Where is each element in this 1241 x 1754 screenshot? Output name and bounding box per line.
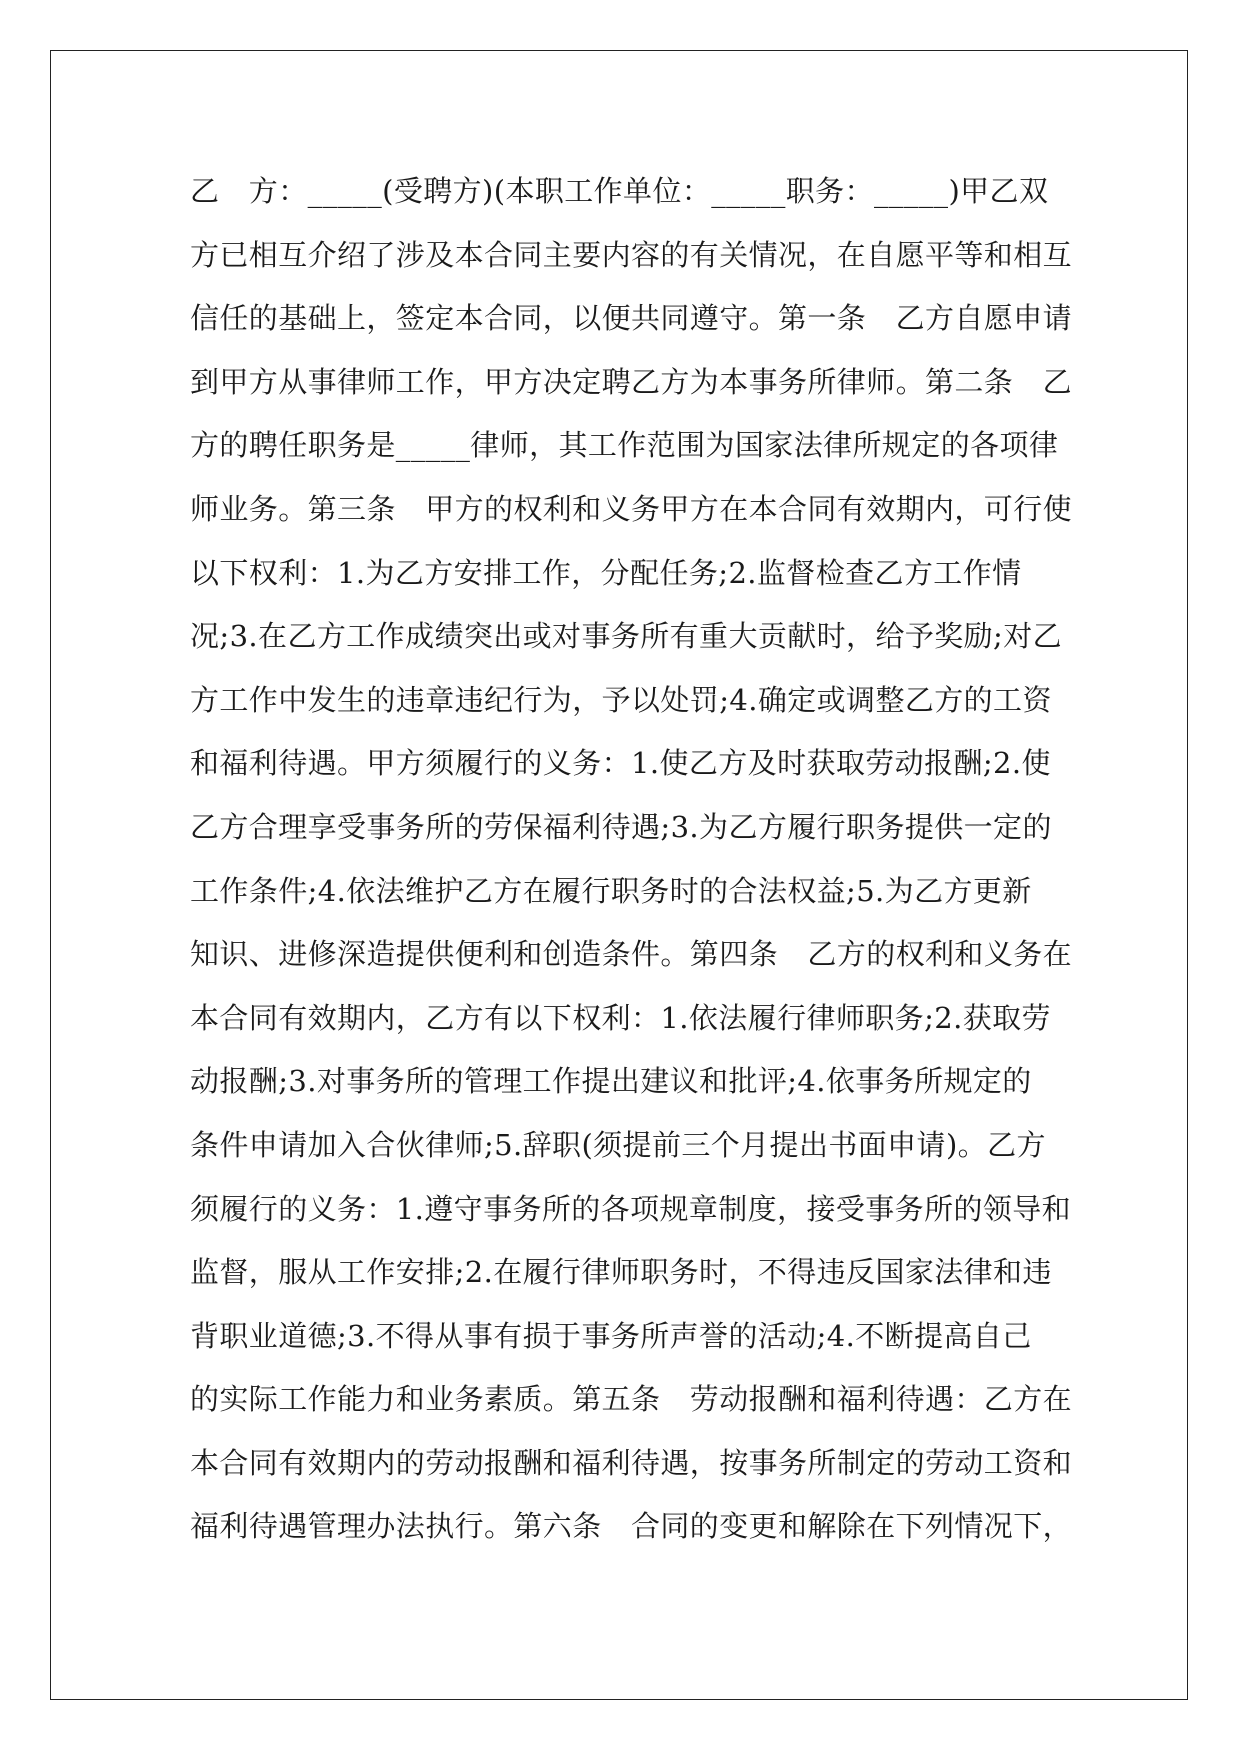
text-line: 动报酬;3.对事务所的管理工作提出建议和批评;4.依事务所规定的 [190,1064,1032,1099]
text-line: 背职业道德;3.不得从事有损于事务所声誉的活动;4.不断提高自己 [190,1318,1032,1353]
text-line: 本合同有效期内，乙方有以下权利：1.依法履行律师职务;2.获取劳 [190,1000,1051,1035]
text-line: 方工作中发生的违章违纪行为，予以处罚;4.确定或调整乙方的工资 [190,682,1052,717]
text-line: 须履行的义务：1.遵守事务所的各项规章制度，接受事务所的领导和 [190,1191,1072,1226]
text-line: 信任的基础上，签定本合同，以便共同遵守。第一条 乙方自愿申请 [190,301,1073,336]
text-line: 乙方合理享受事务所的劳保福利待遇;3.为乙方履行职务提供一定的 [190,809,1052,844]
text-line: 况;3.在乙方工作成绩突出或对事务所有重大贡献时，给予奖励;对乙 [190,619,1063,654]
text-line: 福利待遇管理办法执行。第六条 合同的变更和解除在下列情况下， [190,1509,1073,1544]
document-body [190,160,1073,1559]
text-line: 本合同有效期内的劳动报酬和福利待遇，按事务所制定的劳动工资和 [190,1445,1073,1480]
text-line: 乙 方：_____(受聘方)(本职工作单位：_____职务：_____)甲乙双 [190,174,1049,208]
text-line: 以下权利：1.为乙方安排工作，分配任务;2.监督检查乙方工作情 [190,555,1022,590]
text-line: 工作条件;4.依法维护乙方在履行职务时的合法权益;5.为乙方更新 [190,873,1032,908]
text-line: 知识、进修深造提供便利和创造条件。第四条 乙方的权利和义务在 [190,937,1073,972]
text-line: 的实际工作能力和业务素质。第五条 劳动报酬和福利待遇：乙方在 [190,1382,1073,1417]
text-line: 监督，服从工作安排;2.在履行律师职务时，不得违反国家法律和违 [190,1255,1052,1290]
text-line: 条件申请加入合伙律师;5.辞职(须提前三个月提出书面申请)。乙方 [190,1127,1046,1162]
text-line: 方的聘任职务是_____律师，其工作范围为国家法律所规定的各项律 [190,428,1059,463]
text-line: 和福利待遇。甲方须履行的义务：1.使乙方及时获取劳动报酬;2.使 [190,746,1051,781]
text-line: 师业务。第三条 甲方的权利和义务甲方在本合同有效期内，可行使 [190,491,1073,526]
text-line: 到甲方从事律师工作，甲方决定聘乙方为本事务所律师。第二条 乙 [190,364,1073,399]
text-line: 方已相互介绍了涉及本合同主要内容的有关情况，在自愿平等和相互 [190,237,1073,272]
